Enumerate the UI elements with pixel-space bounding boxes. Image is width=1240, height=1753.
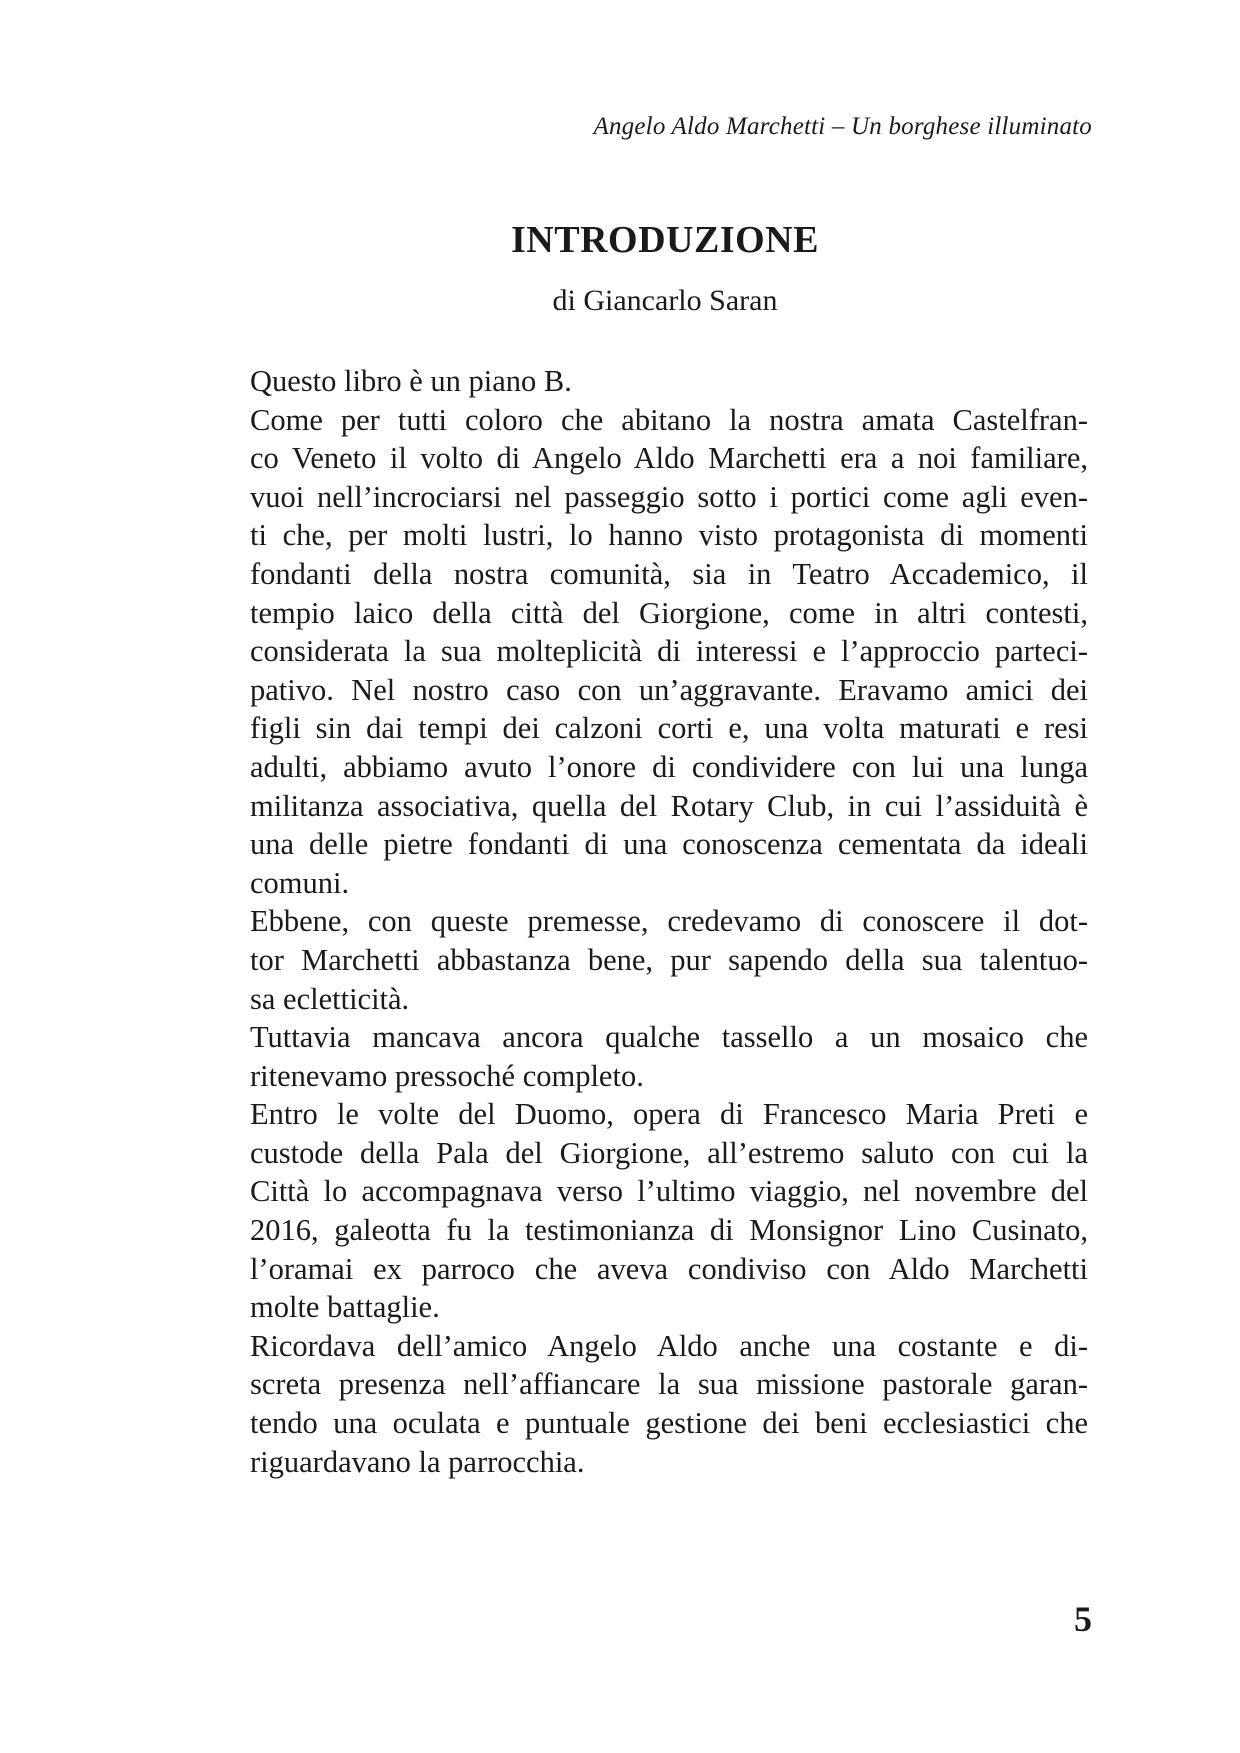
text-line: pativo. Nel nostro caso con un’aggravante. Eravamo amici dei (250, 672, 1088, 707)
text-line: Ebbene, con queste premesse, credevamo di conoscere il dot- (250, 904, 1088, 939)
body-text (250, 362, 1088, 1481)
text-line: una delle pietre fondanti di una conoscenza cementata da ideali (250, 827, 1088, 862)
chapter-author: di Giancarlo Saran (552, 284, 778, 317)
text-line: riguardavano la parrocchia. (250, 1444, 585, 1479)
text-line: Tuttavia mancava ancora qualche tassello a un mosaico che (250, 1020, 1088, 1055)
text-line: tor Marchetti abbastanza bene, pur sapendo della sua talentuo- (250, 942, 1088, 977)
text-line: screta presenza nell’affiancare la sua missione pastorale garan- (250, 1367, 1088, 1402)
text-line: vuoi nell’incrociarsi nel passeggio sotto i portici come agli even- (250, 479, 1088, 514)
text-line: fondanti della nostra comunità, sia in Teatro Accademico, il (250, 556, 1088, 591)
text-line: sa ecletticità. (250, 981, 410, 1016)
text-line: militanza associativa, quella del Rotary Club, in cui l’assiduità è (250, 788, 1088, 823)
text-line: ritenevamo pressoché completo. (250, 1058, 644, 1093)
text-line: Come per tutti coloro che abitano la nostra amata Castelfran- (250, 402, 1088, 437)
text-line: ti che, per molti lustri, lo hanno visto protagonista di momenti (250, 518, 1088, 553)
page-number: 5 (1074, 1599, 1092, 1639)
text-line: tempio laico della città del Giorgione, come in altri contesti, (250, 595, 1088, 630)
text-line: Entro le volte del Duomo, opera di Francesco Maria Preti e (250, 1097, 1088, 1132)
text-line: 2016, galeotta fu la testimonianza di Monsignor Lino Cusinato, (250, 1213, 1088, 1248)
text-line: Ricordava dell’amico Angelo Aldo anche una costante e di- (250, 1328, 1088, 1363)
chapter-title: INTRODUZIONE (511, 219, 819, 261)
running-header: Angelo Aldo Marchetti – Un borghese illuminato (593, 113, 1092, 140)
text-line: custode della Pala del Giorgione, all’estremo saluto con cui la (250, 1135, 1088, 1170)
text-line: comuni. (250, 865, 350, 900)
text-line: adulti, abbiamo avuto l’onore di condividere con lui una lunga (250, 749, 1088, 784)
text-line: Città lo accompagnava verso l’ultimo viaggio, nel novembre del (250, 1174, 1088, 1209)
text-line: molte battaglie. (250, 1290, 440, 1325)
text-line: considerata la sua molteplicità di interessi e l’approccio parteci- (250, 634, 1088, 669)
text-line: Questo libro è un piano B. (250, 364, 572, 398)
text-line: figli sin dai tempi dei calzoni corti e, una volta maturati e resi (250, 711, 1088, 746)
text-line: co Veneto il volto di Angelo Aldo Marchetti era a noi familiare, (250, 441, 1088, 476)
text-line: tendo una oculata e puntuale gestione dei beni ecclesiastici che (250, 1406, 1088, 1441)
text-line: l’oramai ex parroco che aveva condiviso con Aldo Marchetti (250, 1251, 1088, 1286)
